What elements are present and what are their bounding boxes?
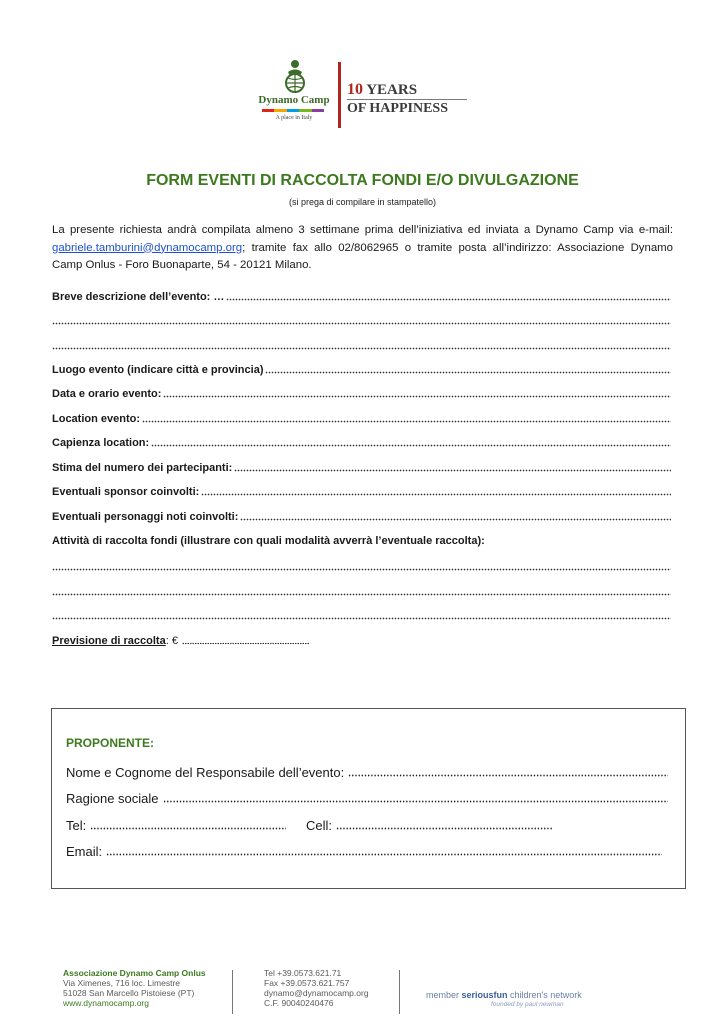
field-label: Luogo evento (indicare città e provincia) [52,364,264,376]
stripe-5 [312,109,324,112]
footer-address-2: 51028 San Marcello Pistoiese (PT) [63,988,195,998]
dynamo-camp-logo [254,58,474,132]
logo-mark [254,58,334,132]
logo-tagline: A place in Italy [275,115,313,121]
years-line [347,82,467,98]
network-founded: founded by paul newman [491,1001,564,1008]
field-breve-descrizione-line-3[interactable] [52,336,671,352]
proponente-title: PROPONENTE: [66,736,155,750]
field-label: Cell: [306,818,333,833]
field-label: Capienza location: [52,437,150,449]
field-breve-descrizione[interactable] [52,287,671,303]
network-prefix: member [426,990,462,1000]
field-label: Attività di raccolta fondi (illustrare con quali modalità avverrà l’eventuale raccolta): [52,535,485,547]
field-label: Data e orario evento: [52,388,162,400]
footer-address [63,968,206,1008]
field-stima-partecipanti[interactable] [52,458,671,474]
field-tel[interactable] [66,815,286,833]
field-attivita-line-1[interactable] [52,557,671,573]
field-label: Nome e Cognome del Responsabile dell’evento: [66,765,345,780]
dotted-line [52,587,671,596]
happiness-line: OF HAPPINESS [347,101,448,116]
field-label: Tel: [66,818,87,833]
dotted-line [201,487,671,496]
dotted-line [52,611,671,620]
dotted-line [163,793,668,803]
euro-sign: : € [165,635,178,647]
dotted-line [106,846,662,856]
network-brand: seriousfun [461,990,508,1000]
dotted-line [348,767,668,777]
field-email[interactable] [66,841,662,859]
field-sponsor[interactable] [52,482,671,498]
years-rule [347,99,467,100]
field-location[interactable] [52,409,671,425]
field-nome-cognome[interactable] [66,762,668,780]
dotted-line [90,820,286,830]
footer-fax: Fax +39.0573.621.757 [264,978,350,988]
footer-cf: C.F. 90040240476 [264,998,334,1008]
page-subtitle: (si prega di compilare in stampatello) [288,197,437,207]
field-attivita-label [52,531,671,547]
dotted-line [52,562,671,571]
field-label: Stima del numero dei partecipanti: [52,462,233,474]
field-label: Ragione sociale [66,791,159,806]
field-label: Eventuali sponsor coinvolti: [52,486,200,498]
seriousfun-network-logo [426,990,582,1008]
years-word: YEARS [366,82,418,98]
dotted-line [234,463,671,472]
globe-figure-icon [278,58,312,94]
stripe-3 [287,109,299,112]
dotted-line [151,438,671,447]
footer-email[interactable]: dynamo@dynamocamp.org [264,988,369,998]
footer-divider [232,970,233,1014]
footer-divider [399,970,400,1014]
stripe-1 [262,109,274,112]
logo-name: Dynamo Camp [258,94,330,106]
footer-address-1: Via Ximenes, 716 loc. Limestre [63,978,181,988]
network-suffix: children's network [507,990,582,1000]
dotted-line [240,512,671,521]
dotted-line [226,292,671,301]
footer-contacts [264,968,369,1008]
dotted-line [265,365,671,374]
page-title: FORM EVENTI DI RACCOLTA FONDI E/O DIVULGAZIONE [146,172,579,189]
logo-color-stripes [262,109,324,112]
field-cell[interactable] [306,815,552,833]
logo-divider [338,62,341,128]
footer-tel: Tel +39.0573.621.71 [264,968,342,978]
dotted-line [52,341,671,350]
years-number: 10 [347,81,363,98]
intro-paragraph [52,222,673,275]
footer-web-link[interactable]: www.dynamocamp.org [63,998,149,1008]
field-capienza[interactable] [52,433,671,449]
intro-text-2: ; tramite fax allo 02/8062965 o tramite posta all’indirizzo: Associazione Dynamo Camp Onlus - Foro Buonaparte, 54 - 20121 Milano. [52,241,673,271]
field-previsione-raccolta[interactable] [52,631,310,647]
stripe-2 [274,109,286,112]
field-attivita-line-3[interactable] [52,606,671,622]
field-luogo[interactable] [52,360,671,376]
intro-text-1: La presente richiesta andrà compilata almeno 3 settimane prima dell’iniziativa ed inviata a Dynamo Camp via e-mail: [52,224,673,236]
dotted-line [336,820,552,830]
field-label: Previsione di raccolta [52,635,166,647]
stripe-4 [299,109,311,112]
email-link[interactable]: gabriele.tamburini@dynamocamp.org [52,241,243,254]
proponente-box [51,708,686,889]
dotted-line [142,414,671,423]
field-label: Email: [66,844,103,859]
footer-org: Associazione Dynamo Camp Onlus [63,968,206,978]
field-label: Location evento: [52,413,141,425]
field-attivita-line-2[interactable] [52,582,671,598]
field-label: Breve descrizione dell’evento: … [52,291,225,303]
field-label: Eventuali personaggi noti coinvolti: [52,511,239,523]
field-personaggi[interactable] [52,507,671,523]
field-ragione-sociale[interactable] [66,788,668,806]
footer [0,968,725,1018]
field-breve-descrizione-line-2[interactable] [52,311,671,327]
field-data-orario[interactable] [52,384,671,400]
dotted-line [52,316,671,325]
dotted-line [163,389,671,398]
dotted-line [182,636,310,645]
anniversary-text [347,82,467,117]
